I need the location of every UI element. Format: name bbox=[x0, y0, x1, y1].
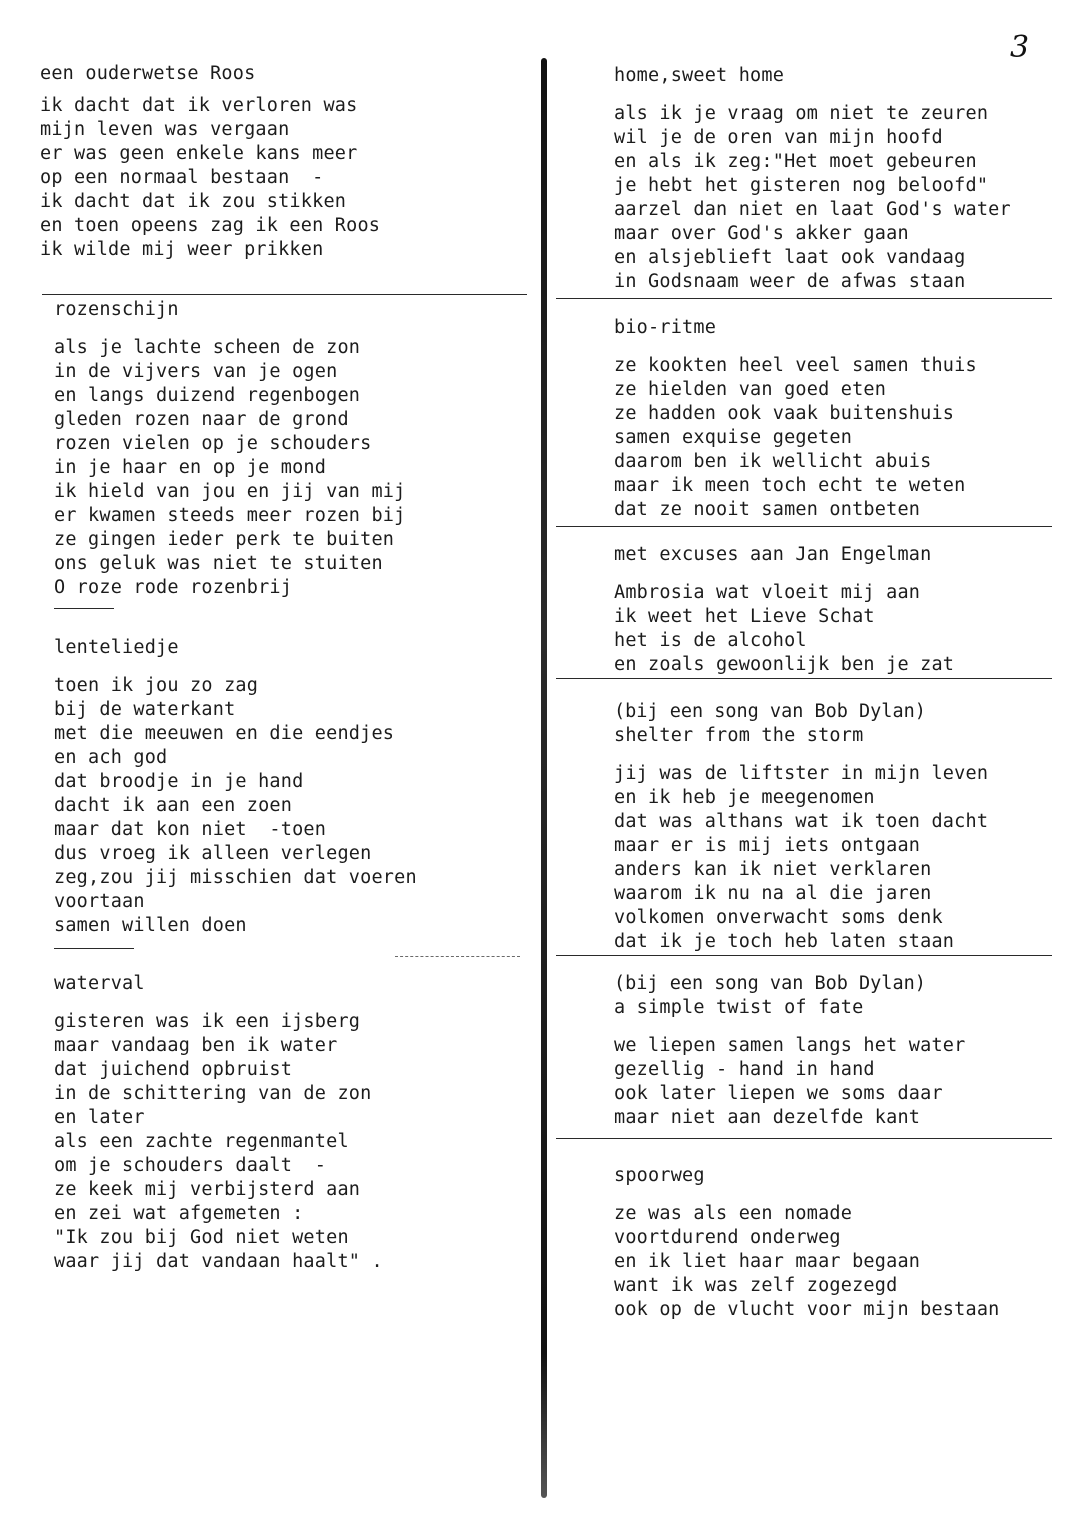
poem-line: waarom ik nu na al die jaren bbox=[614, 883, 932, 904]
poem-line: volkomen onverwacht soms denk bbox=[614, 907, 943, 928]
poem-title: waterval bbox=[54, 973, 145, 994]
poem-divider bbox=[42, 294, 527, 295]
poem-line: dus vroeg ik alleen verlegen bbox=[54, 843, 372, 864]
poem-line: daarom ben ik wellicht abuis bbox=[614, 451, 932, 472]
poem-line: voortdurend onderweg bbox=[614, 1227, 841, 1248]
poem-line: want ik was zelf zogezegd bbox=[614, 1275, 898, 1296]
poem-line: ik dacht dat ik zou stikken bbox=[40, 191, 347, 212]
poem-line: ze hadden ook vaak buitenshuis bbox=[614, 403, 955, 424]
poem-line: en toen opeens zag ik een Roos bbox=[40, 215, 381, 236]
poem-line: ook later liepen we soms daar bbox=[614, 1083, 943, 1104]
poem-line: wil je de oren van mijn hoofd bbox=[614, 127, 943, 148]
poem-title: spoorweg bbox=[614, 1165, 705, 1186]
column-separator-line bbox=[541, 58, 547, 1498]
poem-line: we liepen samen langs het water bbox=[614, 1035, 966, 1056]
poem-rozenschijn bbox=[54, 298, 405, 600]
poem-title: rozenschijn bbox=[54, 299, 179, 320]
poem-divider bbox=[556, 298, 1052, 299]
poem-bio-ritme bbox=[614, 316, 977, 522]
poem-line: gezellig - hand in hand bbox=[614, 1059, 875, 1080]
poem-line: ze keek mij verbijsterd aan bbox=[54, 1179, 361, 1200]
poem-line: ook op de vlucht voor mijn bestaan bbox=[614, 1299, 1000, 1320]
poem-line: het is de alcohol bbox=[614, 630, 807, 651]
poem-line: er was geen enkele kans meer bbox=[40, 143, 358, 164]
poem-line: in de schittering van de zon bbox=[54, 1083, 372, 1104]
poem-line: ik weet het Lieve Schat bbox=[614, 606, 875, 627]
poem-line: toen ik jou zo zag bbox=[54, 675, 259, 696]
poem-line: dat broodje in je hand bbox=[54, 771, 304, 792]
poem-line: rozen vielen op je schouders bbox=[54, 433, 372, 454]
poem-title: lenteliedje bbox=[54, 637, 179, 658]
poem-title: een ouderwetse Roos bbox=[40, 63, 256, 84]
poem-line: en alsjeblieft laat ook vandaag bbox=[614, 247, 966, 268]
poem-line: dat ik je toch heb laten staan bbox=[614, 931, 955, 952]
poem-line: samen exquise gegeten bbox=[614, 427, 853, 448]
poem-line: aarzel dan niet en laat God's water bbox=[614, 199, 1011, 220]
poem-line: en langs duizend regenbogen bbox=[54, 385, 361, 406]
poem-line: maar over God's akker gaan bbox=[614, 223, 909, 244]
poem-spoorweg bbox=[614, 1164, 1000, 1322]
poem-een-ouderwetse-roos bbox=[40, 62, 380, 262]
poem-line: en later bbox=[54, 1107, 145, 1128]
poem-subtitle: shelter from the storm bbox=[614, 725, 864, 746]
poem-line: zeg,zou jij misschien dat voeren bbox=[54, 867, 417, 888]
poem-line: er kwamen steeds meer rozen bij bbox=[54, 505, 406, 526]
poem-lenteliedje bbox=[54, 636, 417, 938]
poem-title: home,sweet home bbox=[614, 65, 785, 86]
poem-line: anders kan ik niet verklaren bbox=[614, 859, 932, 880]
poem-line: als je lachte scheen de zon bbox=[54, 337, 361, 358]
poem-line: "Ik zou bij God niet weten bbox=[54, 1227, 349, 1248]
poem-line: ze was als een nomade bbox=[614, 1203, 853, 1224]
poem-line: ze gingen ieder perk te buiten bbox=[54, 529, 395, 550]
poem-line: waar jij dat vandaan haalt" . bbox=[54, 1251, 383, 1272]
poem-divider bbox=[395, 956, 520, 957]
poem-line: voortaan bbox=[54, 891, 145, 912]
poem-line: gleden rozen naar de grond bbox=[54, 409, 349, 430]
poem-line: maar er is mij iets ontgaan bbox=[614, 835, 921, 856]
poem-line: ze hielden van goed eten bbox=[614, 379, 887, 400]
poem-line: bij de waterkant bbox=[54, 699, 236, 720]
poem-divider bbox=[54, 608, 114, 609]
poem-subtitle: a simple twist of fate bbox=[614, 997, 864, 1018]
poem-line: maar dat kon niet -toen bbox=[54, 819, 327, 840]
poem-line: mijn leven was vergaan bbox=[40, 119, 290, 140]
poem-waterval bbox=[54, 972, 383, 1274]
poem-line: om je schouders daalt - bbox=[54, 1155, 327, 1176]
poem-line: met die meeuwen en die eendjes bbox=[54, 723, 395, 744]
poem-line: en zoals gewoonlijk ben je zat bbox=[614, 654, 955, 675]
poem-line: je hebt het gisteren nog beloofd" bbox=[614, 175, 989, 196]
poem-divider bbox=[556, 955, 1052, 956]
poem-line: dacht ik aan een zoen bbox=[54, 795, 293, 816]
poem-divider bbox=[556, 526, 1052, 527]
page-number: 3 bbox=[1010, 30, 1030, 65]
poem-line: ik wilde mij weer prikken bbox=[40, 239, 324, 260]
poem-home-sweet-home bbox=[614, 64, 1011, 294]
poem-title: (bij een song van Bob Dylan) bbox=[614, 701, 926, 722]
poem-line: als ik je vraag om niet te zeuren bbox=[614, 103, 989, 124]
poem-line: maar niet aan dezelfde kant bbox=[614, 1107, 921, 1128]
poem-line: maar ik meen toch echt te weten bbox=[614, 475, 966, 496]
poem-line: O roze rode rozenbrij bbox=[54, 577, 293, 598]
poem-line: ze kookten heel veel samen thuis bbox=[614, 355, 977, 376]
poem-line: en ik liet haar maar begaan bbox=[614, 1251, 921, 1272]
poem-line: maar vandaag ben ik water bbox=[54, 1035, 338, 1056]
poem-line: ons geluk was niet te stuiten bbox=[54, 553, 383, 574]
poem-met-excuses bbox=[614, 543, 954, 677]
poem-line: als een zachte regenmantel bbox=[54, 1131, 349, 1152]
poem-divider bbox=[54, 948, 134, 949]
poem-line: in je haar en op je mond bbox=[54, 457, 327, 478]
poem-divider bbox=[556, 678, 1052, 679]
poem-line: en ach god bbox=[54, 747, 168, 768]
poem-line: in Godsnaam weer de afwas staan bbox=[614, 271, 966, 292]
poem-line: gisteren was ik een ijsberg bbox=[54, 1011, 361, 1032]
poem-line: en zei wat afgemeten : bbox=[54, 1203, 304, 1224]
poem-line: dat was althans wat ik toen dacht bbox=[614, 811, 989, 832]
poem-shelter-from-the-storm bbox=[614, 700, 988, 954]
poem-line: ik dacht dat ik verloren was bbox=[40, 95, 358, 116]
poem-line: en als ik zeg:"Het moet gebeuren bbox=[614, 151, 977, 172]
poem-line: dat ze nooit samen ontbeten bbox=[614, 499, 921, 520]
poem-line: ik hield van jou en jij van mij bbox=[54, 481, 406, 502]
poem-title: met excuses aan Jan Engelman bbox=[614, 544, 932, 565]
poem-line: Ambrosia wat vloeit mij aan bbox=[614, 582, 921, 603]
poem-line: samen willen doen bbox=[54, 915, 247, 936]
poem-divider bbox=[556, 1138, 1052, 1139]
poem-line: dat juichend opbruist bbox=[54, 1059, 293, 1080]
poem-simple-twist-of-fate bbox=[614, 972, 965, 1130]
poem-line: en ik heb je meegenomen bbox=[614, 787, 875, 808]
poem-title: bio-ritme bbox=[614, 317, 717, 338]
poem-line: in de vijvers van je ogen bbox=[54, 361, 338, 382]
poem-title: (bij een song van Bob Dylan) bbox=[614, 973, 926, 994]
poem-line: jij was de liftster in mijn leven bbox=[614, 763, 989, 784]
poem-line: op een normaal bestaan - bbox=[40, 167, 324, 188]
